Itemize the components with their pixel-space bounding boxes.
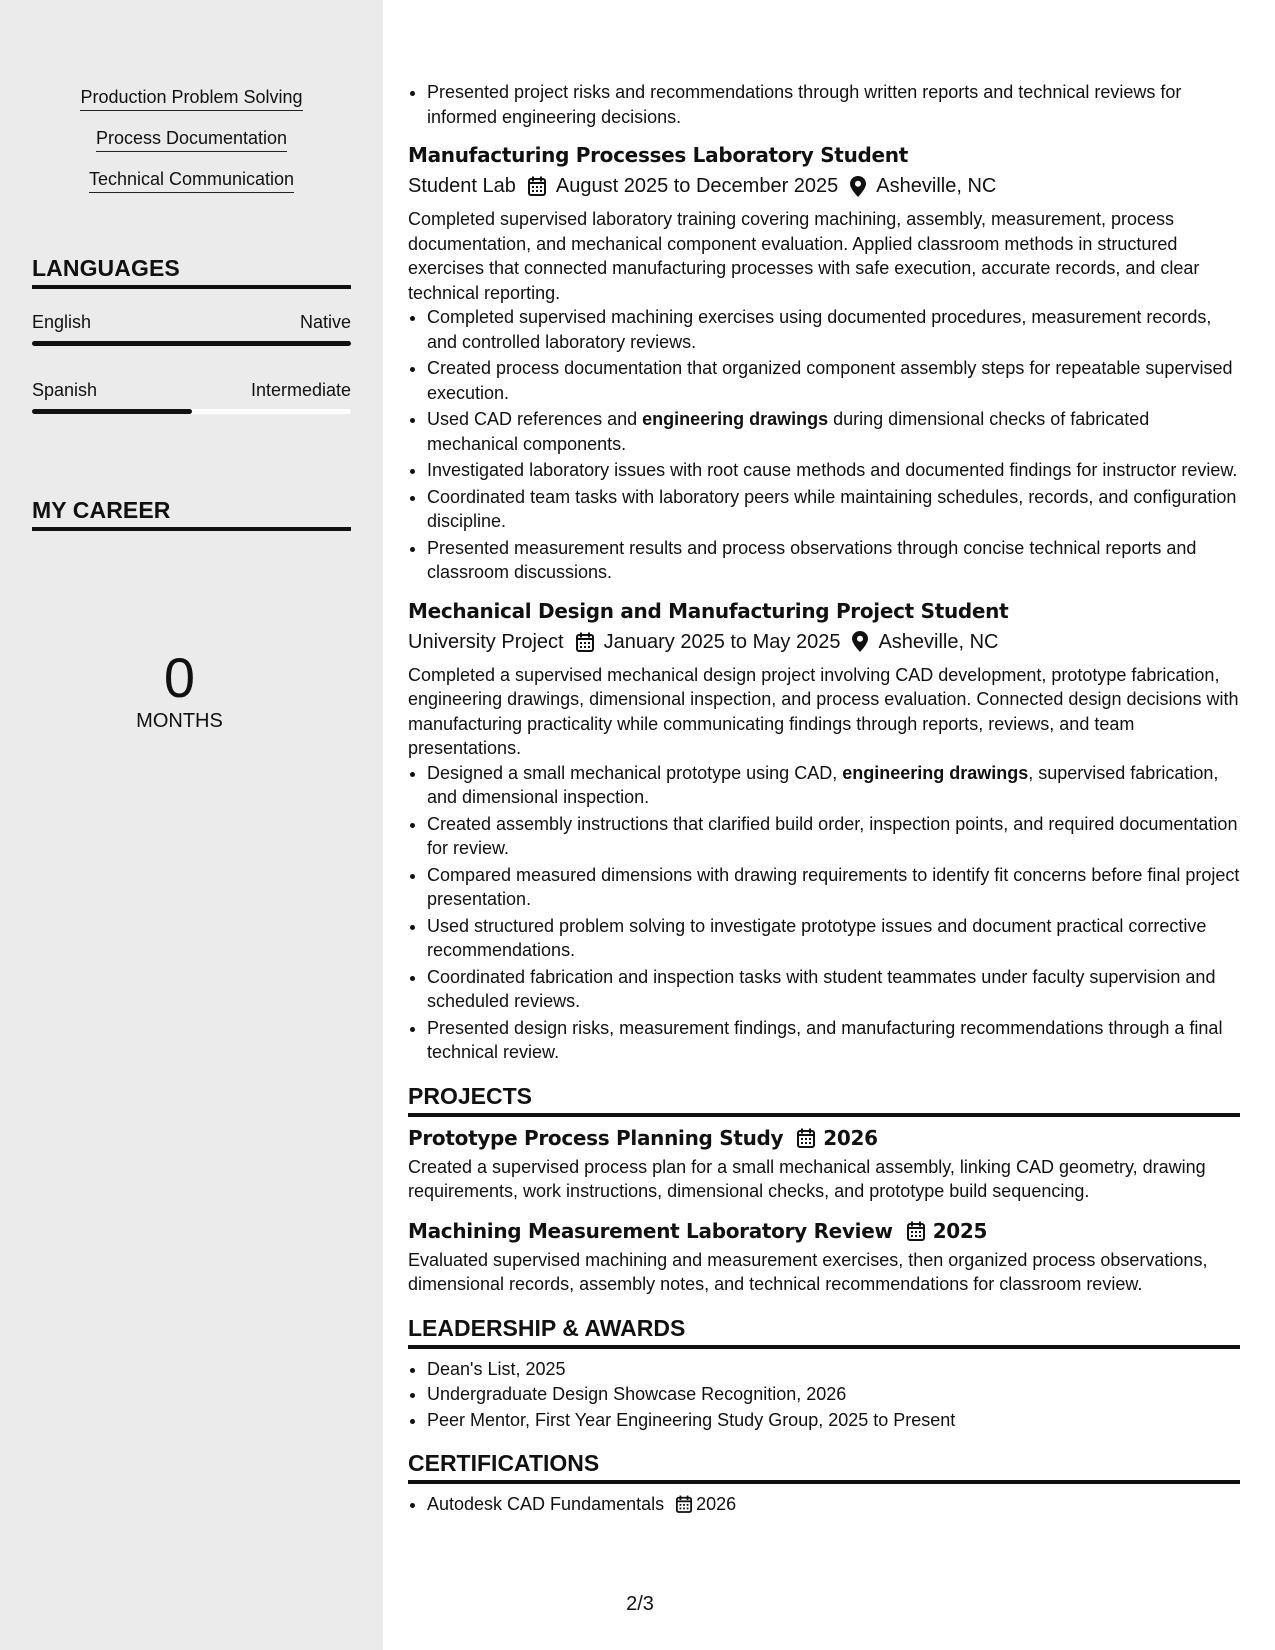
project-title-row [408, 1125, 1240, 1151]
language-english [32, 311, 351, 346]
list-item: • Dean's List, 2025 [427, 1357, 1240, 1382]
career-unit: MONTHS [136, 710, 223, 732]
job-org: University Project [408, 630, 564, 653]
list-item [427, 1492, 1240, 1517]
career-heading: MY CAREER [32, 497, 351, 531]
list-item [427, 407, 1240, 456]
sidebar [0, 0, 383, 1650]
bullet-text: , supervised fabrication, and dimensional inspection. [427, 762, 1219, 807]
list-item [427, 761, 1240, 810]
map-pin-icon [850, 176, 866, 197]
skill-tag: Production Problem Solving [80, 87, 302, 111]
skills-list [0, 87, 383, 210]
project-entry [408, 1125, 1240, 1204]
leadership-heading: LEADERSHIP & AWARDS [408, 1315, 1240, 1349]
leadership-list [408, 1357, 1240, 1433]
job-org: Student Lab [408, 175, 516, 197]
language-bar-fill [32, 409, 192, 414]
list-item: • Created assembly instructions that clarified build order, inspection points, and required documentation for review. [427, 812, 1240, 861]
projects-heading: PROJECTS [408, 1083, 1240, 1117]
project-year: 2025 [932, 1218, 988, 1243]
job-entry [408, 142, 1240, 585]
project-year: 2026 [823, 1125, 878, 1150]
job-title: Mechanical Design and Manufacturing Project Student [408, 598, 1009, 623]
skill-tag: Technical Communication [89, 169, 294, 193]
project-entry [408, 1218, 1240, 1297]
calendar-icon [676, 1495, 692, 1513]
job-description: Completed supervised laboratory training covering machining, assembly, measurement, process documentation, and mechanical component evaluation. Applied classroom methods in structured exercises that connected manufacturing processes with safe execution, accurate records, and clear technical reporting. [408, 209, 1200, 303]
calendar-icon [797, 1128, 815, 1148]
map-pin-icon [852, 631, 868, 652]
job-dates: January 2025 to May 2025 [603, 630, 841, 653]
certifications-heading: CERTIFICATIONS [408, 1450, 1240, 1484]
bullet-text: during dimensional checks of fabricated mechanical components. [427, 409, 1150, 454]
language-bar-fill [32, 341, 351, 346]
list-item: • Investigated laboratory issues with root cause methods and documented findings for instructor review. [427, 458, 1240, 483]
bullet-text: Designed a small mechanical prototype using CAD, [427, 762, 843, 783]
list-item: • Presented project risks and recommendations through written reports and technical reviews for informed engineering decisions. [427, 80, 1240, 129]
calendar-icon [528, 176, 546, 196]
page-number: 2/3 [626, 1593, 654, 1615]
list-item: • Coordinated fabrication and inspection tasks with student teammates under faculty supervision and scheduled reviews. [427, 965, 1240, 1014]
project-title-row [408, 1218, 1240, 1244]
list-item: • Presented design risks, measurement findings, and manufacturing recommendations through a final technical review. [427, 1016, 1240, 1065]
job-entry [408, 598, 1240, 1065]
bullet-text: Used CAD references and [427, 409, 643, 429]
language-level: Native [299, 312, 351, 332]
certifications-list [408, 1492, 1240, 1517]
bullet-keyword: engineering drawings [842, 762, 1029, 783]
language-spanish [32, 379, 351, 414]
list-item: • Completed supervised machining exercises using documented procedures, measurement records, and controlled laboratory reviews. [427, 305, 1240, 354]
previous-job-bullets [408, 80, 1240, 129]
job-bullets [408, 305, 1240, 585]
project-description: Created a supervised process plan for a small mechanical assembly, linking CAD geometry, drawing requirements, work instructions, dimensional checks, and prototype build sequencing. [408, 1156, 1206, 1201]
languages-section [32, 255, 351, 414]
job-title: Manufacturing Processes Laboratory Student [408, 143, 908, 167]
list-item: • Peer Mentor, First Year Engineering Study Group, 2025 to Present [427, 1408, 1240, 1433]
job-dates: August 2025 to December 2025 [555, 175, 839, 197]
career-value: 0 [163, 646, 196, 709]
bullet-keyword: engineering drawings [642, 409, 829, 429]
career-section [32, 497, 351, 531]
list-item: • Coordinated team tasks with laboratory peers while maintaining schedules, records, and configuration discipline. [427, 485, 1240, 534]
job-bullets [408, 761, 1240, 1065]
list-item: • Compared measured dimensions with drawing requirements to identify fit concerns before final project presentation. [427, 863, 1240, 912]
job-location: Asheville, NC [878, 630, 999, 653]
job-meta [408, 629, 1240, 655]
list-item: • Used structured problem solving to investigate prototype issues and document practical corrective recommendations. [427, 914, 1240, 963]
project-title: Machining Measurement Laboratory Review [408, 1218, 893, 1243]
language-level: Intermediate [250, 380, 351, 400]
project-title: Prototype Process Planning Study [408, 1125, 784, 1150]
list-item: • Created process documentation that organized component assembly steps for repeatable supervised execution. [427, 356, 1240, 405]
job-location: Asheville, NC [876, 175, 997, 197]
job-meta [408, 173, 1240, 199]
calendar-icon [907, 1221, 925, 1241]
job-description: Completed a supervised mechanical design project involving CAD development, prototype fabrication, engineering drawings, dimensional inspection, and process evaluation. Connected design decisions with manufacturing practicality while communicating findings through reports, reviews, and team presentations. [408, 664, 1239, 758]
language-name: Spanish [32, 380, 98, 400]
main-content [408, 80, 1240, 1519]
skill-tag: Process Documentation [96, 128, 287, 152]
languages-heading: LANGUAGES [32, 255, 351, 289]
language-bar [32, 341, 351, 346]
certification-year: 2026 [696, 1494, 737, 1514]
language-bar [32, 409, 351, 414]
list-item: • Undergraduate Design Showcase Recognition, 2026 [427, 1382, 1240, 1407]
project-description: Evaluated supervised machining and measurement exercises, then organized process observations, dimensional records, assembly notes, and technical recommendations for classroom review. [408, 1249, 1208, 1294]
calendar-icon [576, 632, 594, 652]
language-name: English [32, 312, 92, 332]
certification-name: • Autodesk CAD Fundamentals [427, 1494, 665, 1514]
list-item: • Presented measurement results and process observations through concise technical reports and classroom discussions. [427, 536, 1240, 585]
